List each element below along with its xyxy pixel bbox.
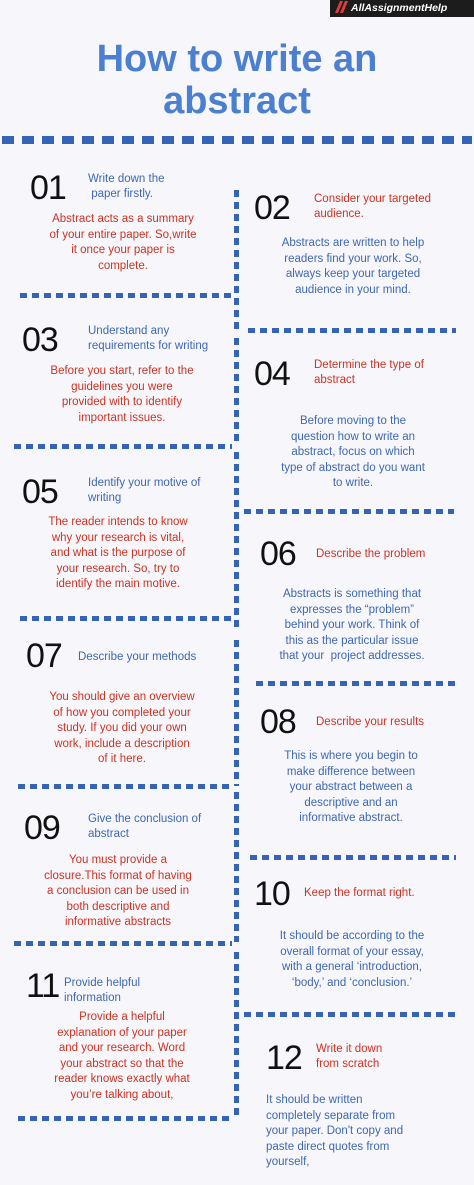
step-heading: Describe the problem <box>316 548 426 560</box>
step-description: The reader intends to know why your research is vital, and what is the purpose of your research. So, try to identify the main motive. <box>48 516 188 590</box>
brand-banner <box>330 0 474 17</box>
step-description: Provide a helpful explanation of your paper and your research. Word your abstract so that the reader knows exactly what you’re talking about, <box>54 1011 190 1101</box>
divider-right-3 <box>256 681 460 686</box>
page-title <box>0 38 474 122</box>
divider-left-1 <box>20 293 234 298</box>
page-title-line2: abstract <box>163 80 311 122</box>
step-number: 11 <box>26 967 60 1005</box>
divider-left-3 <box>20 616 232 621</box>
step-description: Before you start, refer to the guidelines you were provided with to identify important issues. <box>50 365 194 424</box>
step-description: You should give an overview of how you completed your study. If you did your own work, include a description of it here. <box>49 691 195 765</box>
step-heading: Describe your results <box>316 716 425 728</box>
step-description: Abstracts is something that expresses the “problem” behind your work. Think of this as the particular issue that your project addresses. <box>279 588 425 662</box>
step-number: 01 <box>30 169 66 207</box>
step-description: You must provide a closure.This format of having a conclusion can be used in both descriptive and informative abstracts <box>44 854 192 928</box>
divider-right-5 <box>244 1012 456 1017</box>
step-heading: Write down the paper firstly. <box>88 173 165 200</box>
step-heading: Determine the type of abstract <box>314 359 424 386</box>
step-number: 06 <box>260 535 296 573</box>
step-heading: Consider your targeted audience. <box>314 193 431 220</box>
divider-left-5 <box>14 941 232 946</box>
step-description: Abstract acts as a summary of your entire paper. So,write it once your paper is complete. <box>49 213 197 272</box>
step-number: 05 <box>22 473 58 511</box>
divider-right-2 <box>244 509 454 514</box>
step-number: 03 <box>22 321 58 359</box>
step-heading: Provide helpful information <box>64 977 141 1004</box>
step-heading: Identify your motive of writing <box>88 477 201 504</box>
divider-vertical-3 <box>234 452 239 632</box>
page-title-line1: How to write an <box>96 38 378 80</box>
divider-left-2 <box>14 444 232 449</box>
divider-vertical-2 <box>234 338 239 446</box>
step-number: 09 <box>24 809 60 847</box>
step-heading: Describe your methods <box>78 651 197 663</box>
step-description: Abstracts are written to help readers find your work. So, always keep your targeted audience in your mind. <box>281 237 425 296</box>
step-number: 08 <box>260 703 296 741</box>
step-number: 02 <box>254 189 290 227</box>
brand-logo-icon <box>335 1 349 13</box>
step-description: It should be according to the overall format of your essay, with a general ‘introduction, ‘body,’ and ‘conclusion.’ <box>279 930 425 989</box>
step-number: 10 <box>254 875 290 913</box>
step-heading: Give the conclusion of abstract <box>88 813 202 840</box>
divider-left-4 <box>18 784 230 789</box>
step-number: 12 <box>266 1039 302 1077</box>
divider-right-4 <box>250 855 456 860</box>
step-description: This is where you begin to make difference between your abstract between a descriptive and an informative abstract. <box>284 750 418 824</box>
step-description: It should be written completely separate from your paper. Don't copy and paste direct quotes from yourself, <box>266 1094 404 1168</box>
title-divider <box>2 136 472 144</box>
step-heading: Keep the format right. <box>304 887 415 899</box>
brand-name: AllAssignmentHelp <box>351 2 448 14</box>
step-heading: Write it down from scratch <box>316 1043 383 1070</box>
step-description: Before moving to the question how to write an abstract, focus on which type of abstract do you want to write. <box>281 415 425 489</box>
divider-left-6 <box>18 1116 230 1121</box>
step-number: 07 <box>26 637 62 675</box>
step-number: 04 <box>254 355 290 393</box>
step-heading: Understand any requirements for writing <box>88 325 209 352</box>
divider-vertical-1 <box>234 190 239 330</box>
divider-right-1 <box>248 328 456 333</box>
